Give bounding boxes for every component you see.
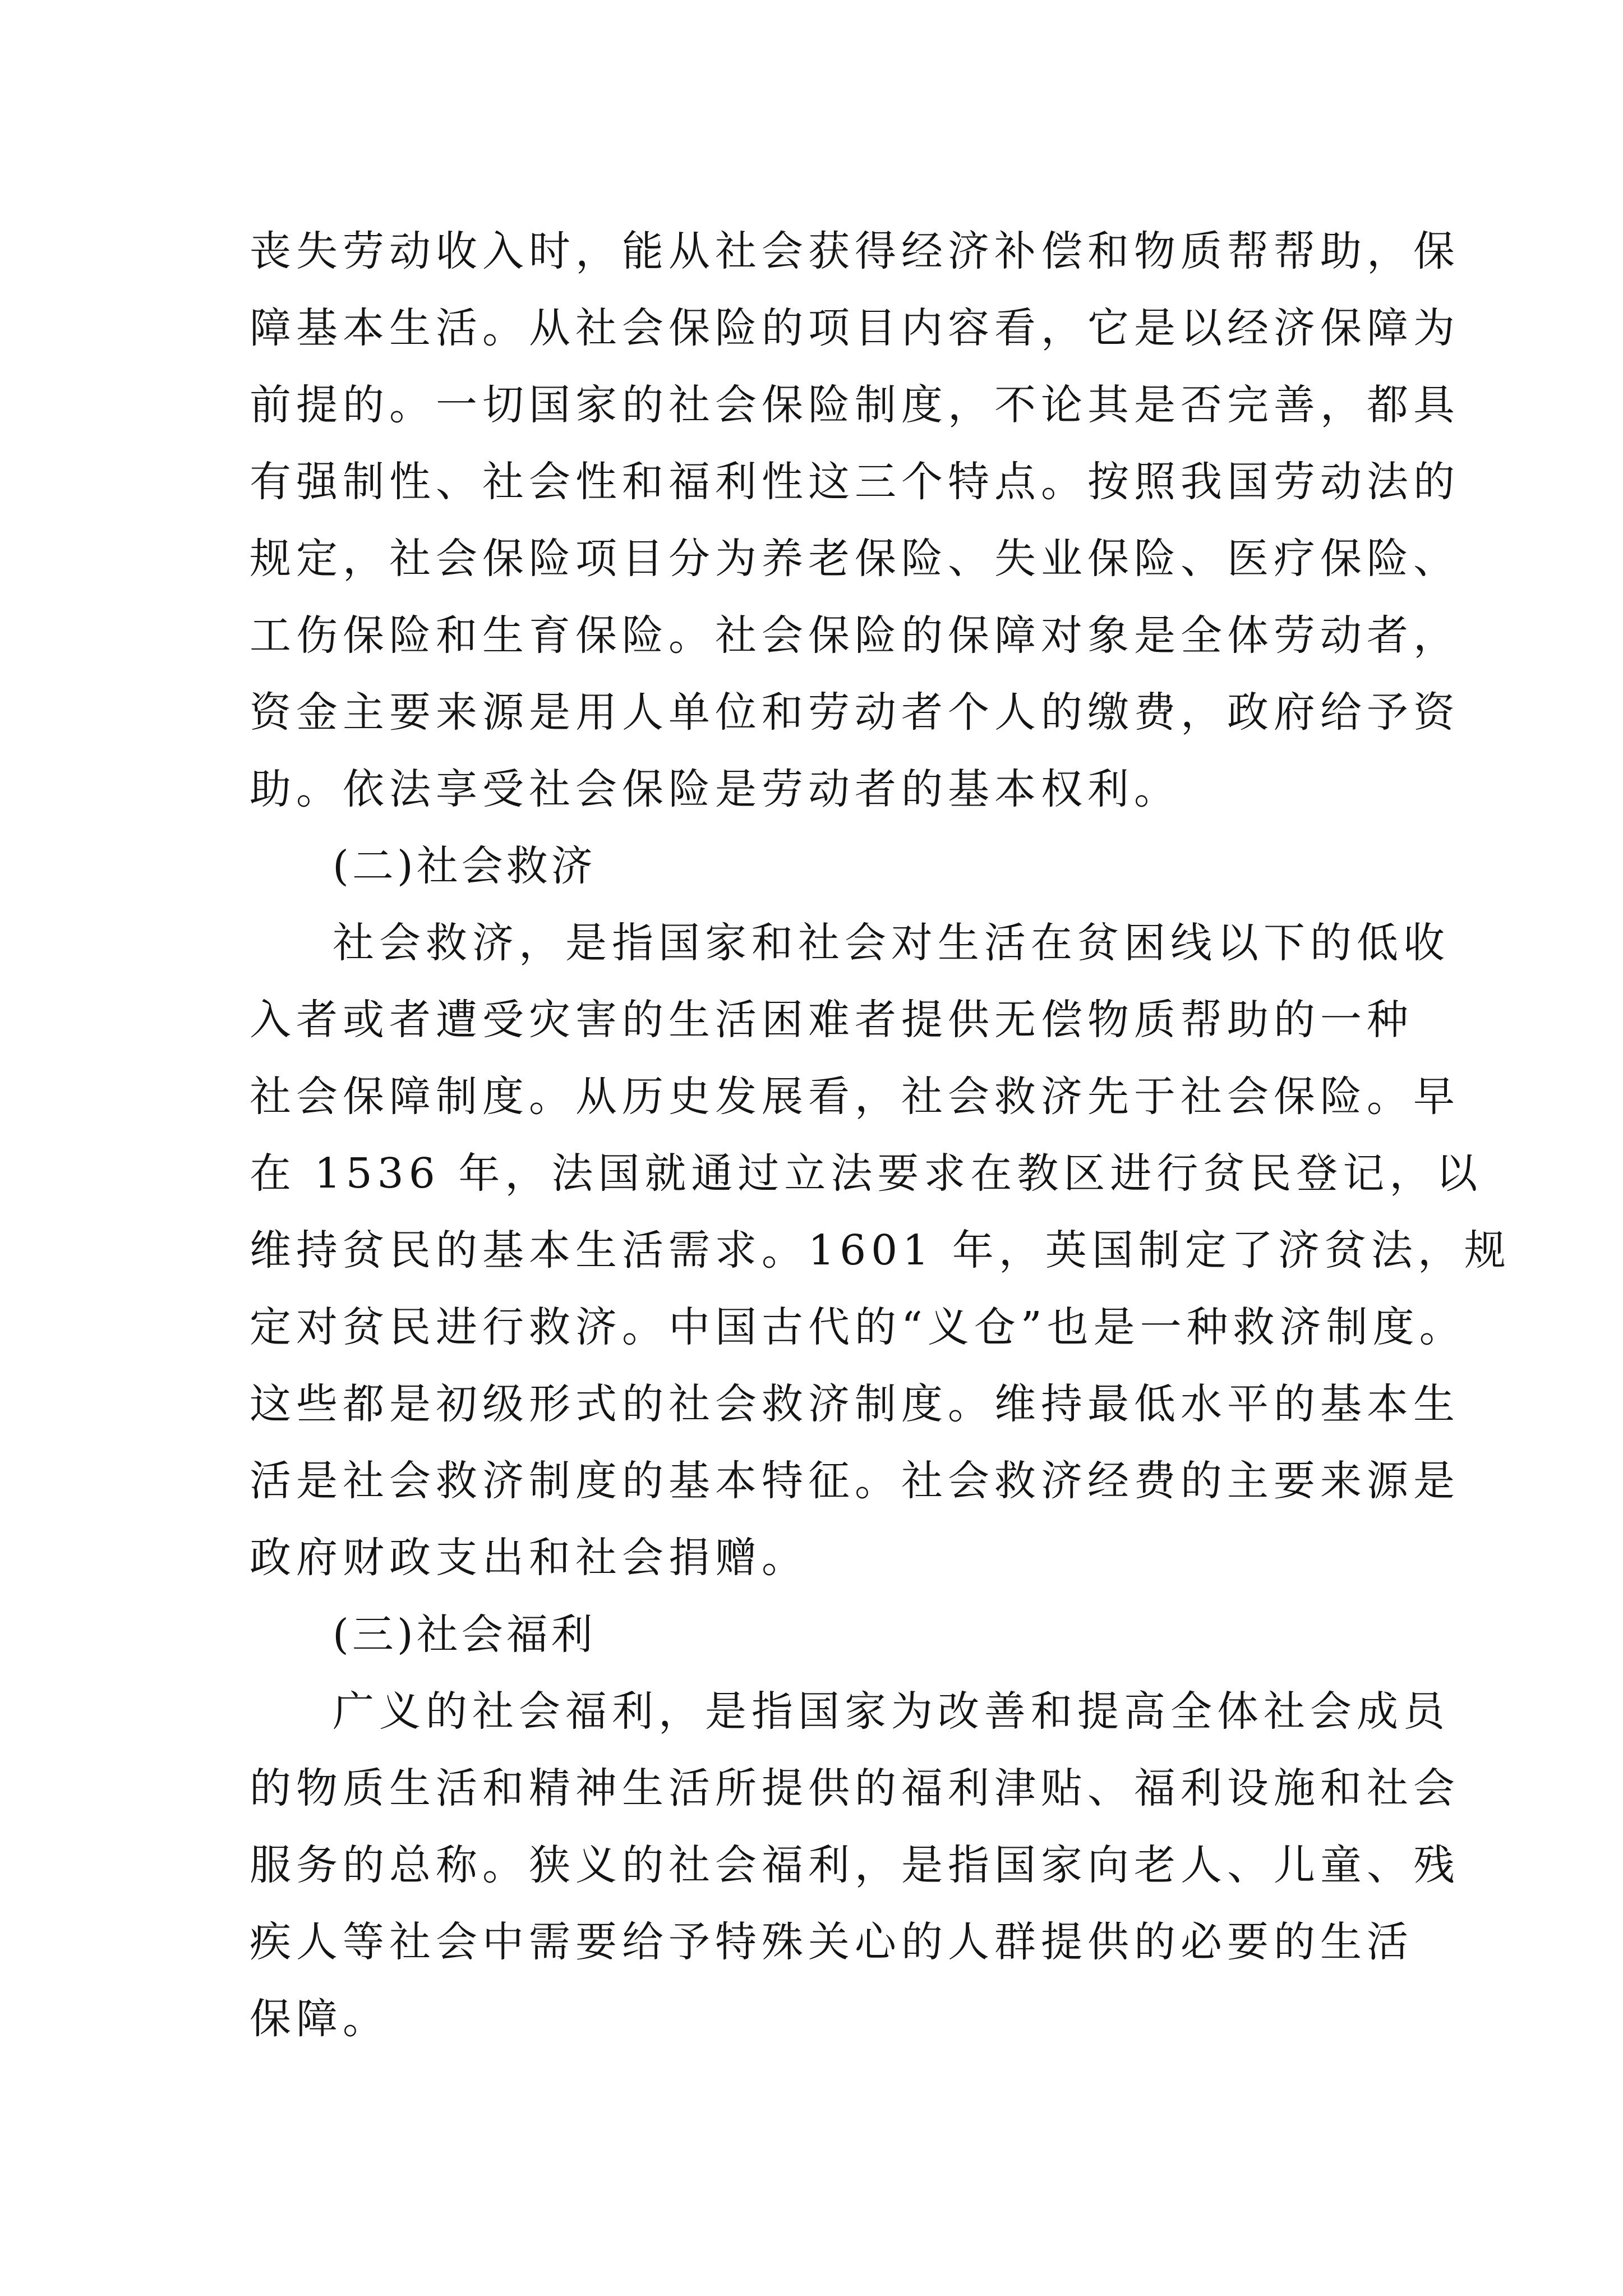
- body-text-line: 保障。: [250, 1995, 389, 2043]
- body-text-line: 助。依法享受社会保险是劳动者的基本权利。: [250, 765, 1181, 813]
- body-text-line: 广义的社会福利，是指国家为改善和提高全体社会成员: [333, 1687, 1450, 1736]
- body-text-line: 工伤保险和生育保险。社会保险的保障对象是全体劳动者，: [250, 611, 1460, 660]
- body-text-line: 资金主要来源是用人单位和劳动者个人的缴费，政府给予资: [250, 688, 1460, 737]
- body-text-line: 服务的总称。狭义的社会福利，是指国家向老人、儿童、残: [250, 1841, 1460, 1889]
- body-text-line: 前提的。一切国家的社会保险制度，不论其是否完善，都具: [250, 381, 1460, 429]
- body-text-line: 的物质生活和精神生活所提供的福利津贴、福利设施和社会: [250, 1764, 1460, 1812]
- body-text-line: 入者或者遭受灾害的生活困难者提供无偿物质帮助的一种: [250, 996, 1413, 1044]
- body-text-line: 有强制性、社会性和福利性这三个特点。按照我国劳动法的: [250, 458, 1460, 506]
- body-text-line: 这些都是初级形式的社会救济制度。维持最低水平的基本生: [250, 1380, 1460, 1428]
- section-heading: (二)社会救济: [333, 842, 596, 890]
- body-text-line: 丧失劳动收入时，能从社会获得经济补偿和物质帮帮助，保: [250, 227, 1460, 275]
- body-text-line: 规定，社会保险项目分为养老保险、失业保险、医疗保险、: [250, 535, 1460, 583]
- body-text-line: 定对贫民进行救济。中国古代的“义仓”也是一种救济制度。: [250, 1303, 1466, 1351]
- document-body: [250, 213, 1511, 2058]
- body-text-line: 障基本生活。从社会保险的项目内容看，它是以经济保障为: [250, 304, 1460, 352]
- body-text-line: 维持贫民的基本生活需求。1601 年，英国制定了济贫法，规: [250, 1226, 1511, 1274]
- section-heading: (三)社会福利: [333, 1611, 596, 1659]
- body-text-line: 在 1536 年，法国就通过立法要求在教区进行贫民登记，以: [250, 1149, 1483, 1198]
- body-text-line: 社会保障制度。从历史发展看，社会救济先于社会保险。早: [250, 1073, 1460, 1121]
- body-text-line: 社会救济，是指国家和社会对生活在贫困线以下的低收: [333, 919, 1450, 967]
- body-text-line: 活是社会救济制度的基本特征。社会救济经费的主要来源是: [250, 1457, 1460, 1505]
- body-text-line: 政府财政支出和社会捐赠。: [250, 1534, 808, 1582]
- body-text-line: 疾人等社会中需要给予特殊关心的人群提供的必要的生活: [250, 1918, 1413, 1966]
